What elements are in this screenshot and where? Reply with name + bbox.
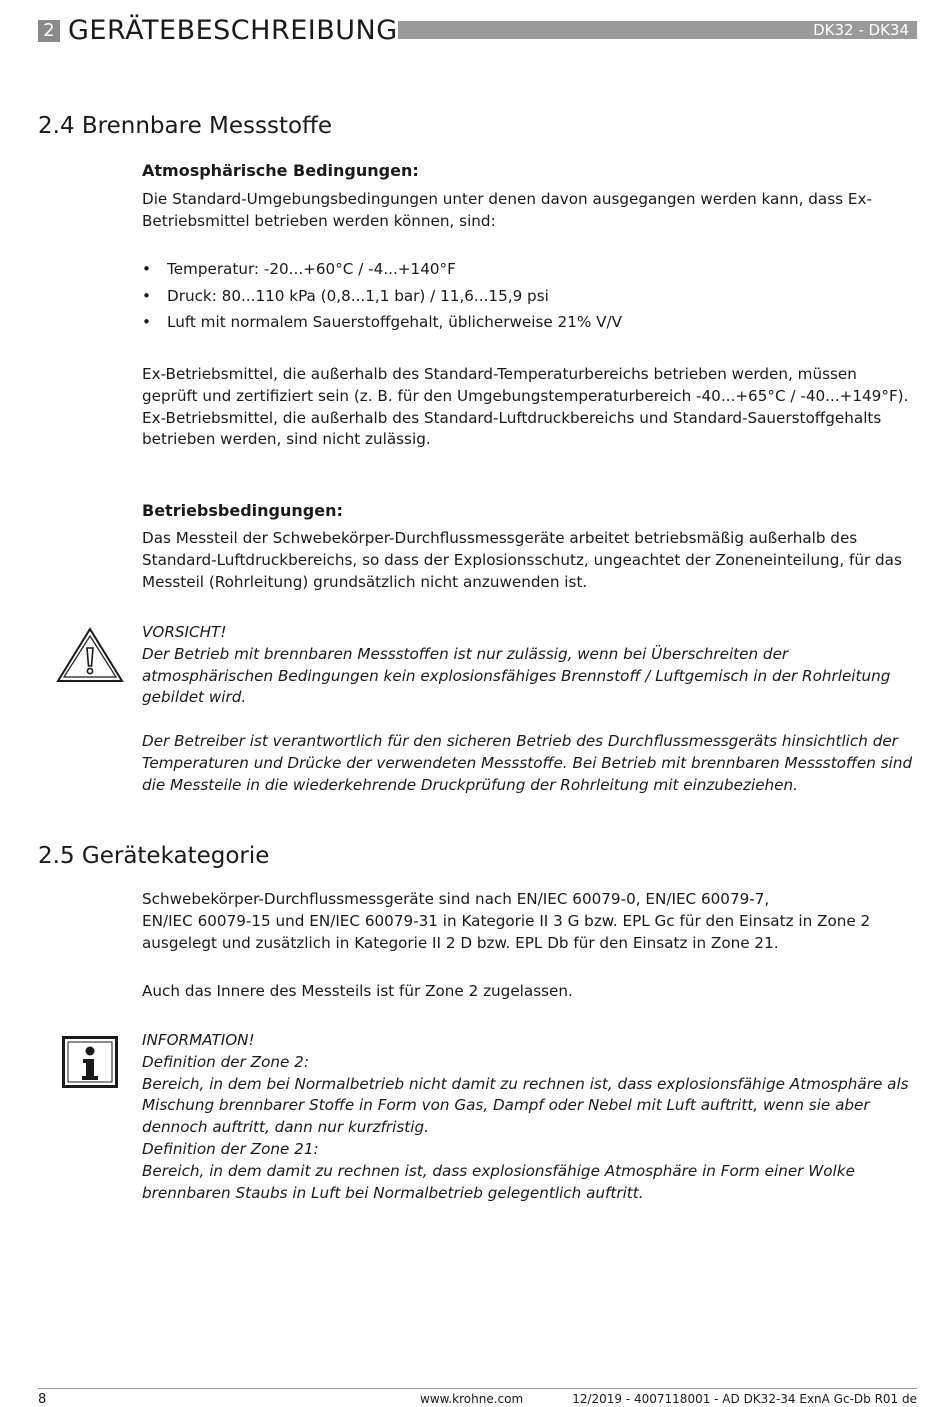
device-category-paragraph: EN/IEC 60079-15 und EN/IEC 60079-31 in Kategorie II 3 G bzw. EPL Gc für den Einsatz in Zone 2 ausgelegt und zusätzlich in Kategorie II 2 D bzw. EPL Db für den Einsatz in Zone 21. xyxy=(142,911,871,952)
chapter-number: 2 xyxy=(38,20,60,42)
list-item: • Luft mit normalem Sauerstoffgehalt, üblicherweise 21% V/V xyxy=(142,309,917,336)
operating-conditions-heading: Betriebsbedingungen: xyxy=(142,501,343,520)
chapter-title: GERÄTEBESCHREIBUNG xyxy=(68,15,398,46)
zone-2-definition-title: Definition der Zone 2: xyxy=(142,1052,309,1071)
caution-text: Der Betrieb mit brennbaren Messstoffen ist nur zulässig, wenn bei Überschreiten der atmosphärischen Bedingungen kein explosionsfähiges Brennstoff / Luftgemisch in der Rohrleitung gebildet wird. xyxy=(142,644,891,707)
info-title: INFORMATION! xyxy=(142,1031,255,1049)
zone-approval-paragraph: Auch das Innere des Messteils ist für Zone 2 zugelassen. xyxy=(142,982,573,1000)
section-heading-2-4: 2.4 Brennbare Messstoffe xyxy=(38,113,333,139)
zone-2-definition-text: Bereich, in dem bei Normalbetrieb nicht damit zu rechnen ist, dass explosionsfähige Atmosphäre als Mischung brennbarer Stoffe in Form von Gas, Dampf oder Nebel mit Luft auftritt, wenn sie aber dennoch auftritt, dann nur kurzfristig. xyxy=(142,1074,909,1137)
zone-21-definition-text: Bereich, in dem damit zu rechnen ist, dass explosionsfähige Atmosphäre in Form einer Wolke brennbaren Staubs in Luft bei Normalbetrieb gelegentlich auftritt. xyxy=(142,1161,855,1202)
footer-divider xyxy=(38,1388,917,1389)
atmospheric-conditions-paragraph: Die Standard-Umgebungsbedingungen unter denen davon ausgegangen werden kann, dass Ex-Betriebsmittel betrieben werden können, sind: xyxy=(142,190,872,230)
operating-conditions-paragraph: Das Messteil der Schwebekörper-Durchflussmessgeräte arbeitet betriebsmäßig außerhalb des Standard-Luftdruckbereichs, so dass der Explosionsschutz, ungeachtet der Zoneneinteilung, für das Messteil (Rohrleitung) grundsätzlich nicht anzuwenden ist. xyxy=(142,529,902,591)
caution-responsibility-text: Der Betreiber ist verantwortlich für den sicheren Betrieb des Durchflussmessgeräts hinsichtlich der Temperaturen und Drücke der verwendeten Messstoffe. Bei Betrieb mit brennbaren Messstoffen sind die Messteile in die wiederkehrende Druckprüfung der Rohrleitung mit einzubeziehen. xyxy=(142,731,913,794)
document-reference: 12/2019 - 4007118001 - AD DK32-34 ExnA Gc-Db R01 de xyxy=(572,1392,917,1406)
list-item: • Druck: 80...110 kPa (0,8...1,1 bar) / 11,6...15,9 psi xyxy=(142,283,917,310)
device-category-text xyxy=(142,889,912,954)
ex-equipment-text xyxy=(142,364,914,451)
warning-triangle-icon xyxy=(55,626,125,684)
atmospheric-conditions-heading: Atmosphärische Bedingungen: xyxy=(142,161,419,180)
page-number: 8 xyxy=(38,1392,47,1407)
atmospheric-conditions-text xyxy=(142,189,912,233)
section-heading-2-5: 2.5 Gerätekategorie xyxy=(38,843,270,869)
zone-21-definition-title: Definition der Zone 21: xyxy=(142,1139,319,1158)
operating-conditions-text xyxy=(142,528,917,593)
conditions-list xyxy=(142,256,917,336)
info-icon xyxy=(62,1036,118,1088)
footer-url: www.krohne.com xyxy=(420,1392,524,1406)
device-label: DK32 - DK34 xyxy=(398,21,917,39)
ex-pressure-paragraph: Ex-Betriebsmittel, die außerhalb des Standard-Luftdruckbereichs und Standard-Sauerstoffgehalts betrieben werden, sind nicht zulässig. xyxy=(142,408,882,449)
device-category-line: Schwebekörper-Durchflussmessgeräte sind nach EN/IEC 60079-0, EN/IEC 60079-7, xyxy=(142,890,770,908)
page-header xyxy=(38,16,917,46)
ex-temperature-paragraph: Ex-Betriebsmittel, die außerhalb des Standard-Temperaturbereichs betrieben werden, müssen geprüft und zertifiziert sein (z. B. für den Umgebungstemperaturbereich -40...+65°C / -40...+149°F). xyxy=(142,365,909,405)
information-note xyxy=(142,1030,917,1204)
caution-note xyxy=(142,622,917,796)
zone-approval-text xyxy=(142,981,917,1003)
list-item: • Temperatur: -20...+60°C / -4...+140°F xyxy=(142,256,917,283)
caution-title: VORSICHT! xyxy=(142,623,227,641)
